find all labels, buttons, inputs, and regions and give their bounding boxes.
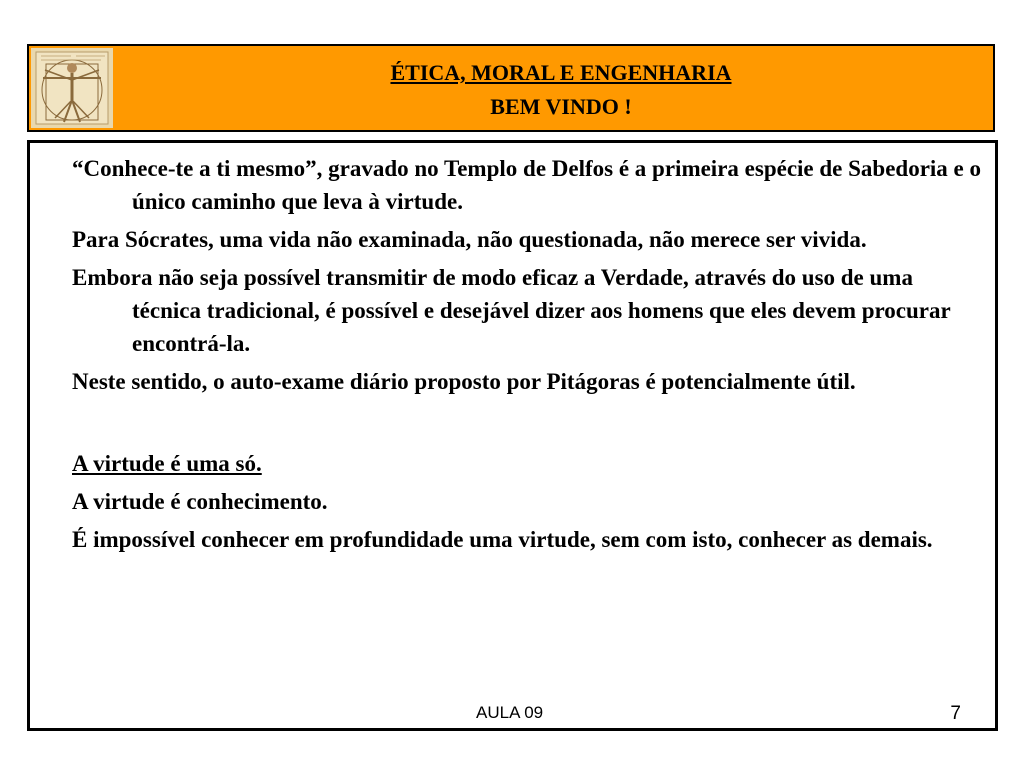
statement-conhecer-demais: É impossível conhecer em profundidade uma virtude, sem com isto, conhecer as demais. — [72, 527, 933, 552]
statement-virtude-una — [72, 447, 985, 480]
slide-footer — [30, 703, 995, 725]
slide-header — [27, 44, 995, 132]
title-line-2: BEM VINDO ! — [490, 94, 632, 119]
paragraph-pitagoras: Neste sentido, o auto-exame diário proposto por Pitágoras é potencialmente útil. — [72, 369, 856, 394]
footer-label: AULA 09 — [476, 703, 544, 722]
slide-body-text — [72, 152, 985, 561]
slide-title — [129, 56, 993, 124]
underlined-statement: A virtude é uma só. — [72, 451, 262, 476]
slide-content — [27, 140, 998, 731]
statement-virtude-conhecimento: A virtude é conhecimento. — [72, 489, 328, 514]
paragraph-spacer — [72, 403, 985, 447]
paragraph-socrates: Para Sócrates, uma vida não examinada, não questionada, não merece ser vivida. — [72, 227, 867, 252]
paragraph-delfos: “Conhece-te a ti mesmo”, gravado no Templo de Delfos é a primeira espécie de Sabedoria e o único caminho que leva à virtude. — [72, 156, 982, 214]
vitruvian-man-icon — [31, 48, 113, 128]
paragraph-verdade: Embora não seja possível transmitir de modo eficaz a Verdade, através do uso de uma técnica tradicional, é possível e desejável dizer aos homens que eles devem procurar encontrá-la. — [72, 265, 951, 356]
page-number: 7 — [950, 703, 961, 724]
title-line-1: ÉTICA, MORAL E ENGENHARIA — [390, 60, 732, 85]
